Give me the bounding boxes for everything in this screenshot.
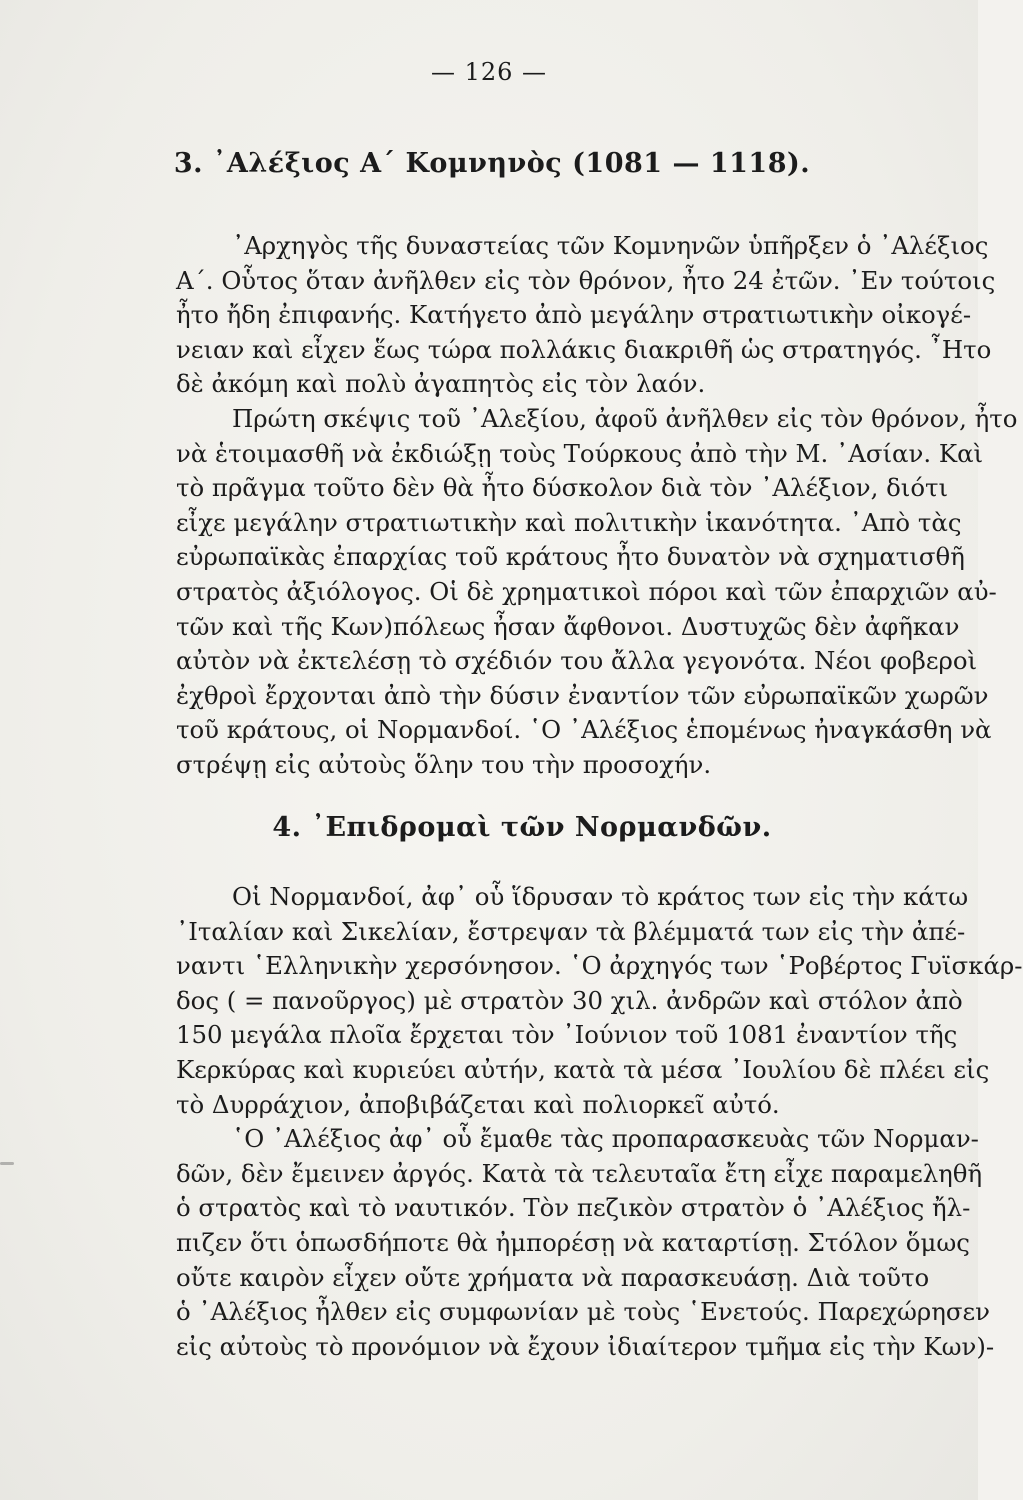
text-line: ὁ στρατὸς καὶ τὸ ναυτικόν. Τὸν πεζικὸν στρατὸν ὁ ᾿Αλέξιος ἤλ- <box>176 1193 971 1223</box>
text-line: εὐρωπαϊκὰς ἐπαρχίας τοῦ κράτους ἦτο δυνατὸν νὰ σχηματισθῆ <box>176 542 965 572</box>
text-line: ᾿Αρχηγὸς τῆς δυναστείας τῶν Κομνηνῶν ὑπῆρξεν ὁ ᾿Αλέξιος <box>232 231 989 260</box>
text-line: Οἱ Νορμανδοί, ἀφ᾿ οὗ ἵδρυσαν τὸ κράτος των εἰς τὴν κάτω <box>232 882 969 911</box>
text-line: ῾Ο ᾿Αλέξιος ἀφ᾿ οὗ ἔμαθε τὰς προπαρασκευὰς τῶν Νορμαν- <box>232 1124 979 1154</box>
text-line: εἶχε μεγάλην στρατιωτικὴν καὶ πολιτικὴν ἱκανότητα. ᾿Απὸ τὰς <box>176 507 962 537</box>
section-body-normans <box>176 880 1023 1364</box>
scan-speck <box>0 1162 14 1165</box>
section-heading-alexios: 3. ᾿Αλέξιος Α΄ Κομνηνὸς (1081 — 1118). <box>173 148 811 179</box>
section-body-alexios <box>176 229 1018 783</box>
text-line: στρατὸς ἀξιόλογος. Οἱ δὲ χρηματικοὶ πόροι καὶ τῶν ἐπαρχιῶν αὐ- <box>176 576 997 606</box>
section-heading-normans: 4. ᾿Επιδρομαὶ τῶν Νορμανδῶν. <box>272 812 772 843</box>
text-line: νὰ ἑτοιμασθῆ νὰ ἐκδιώξῃ τοὺς Τούρκους ἀπὸ τὴν Μ. ᾿Ασίαν. Καὶ <box>176 438 984 468</box>
text-line: ναντι ῾Ελληνικὴν χερσόνησον. ῾Ο ἀρχηγός των ῾Ροβέρτος Γυϊσκάρ- <box>176 951 1023 981</box>
text-line: δος ( = πανοῦργος) μὲ στρατὸν 30 χιλ. ἀνδρῶν καὶ στόλον ἀπὸ <box>176 985 963 1015</box>
text-line: πιζεν ὅτι ὁπωσδήποτε θὰ ἠμπορέσῃ νὰ καταρτίσῃ. Στόλον ὅμως <box>176 1227 970 1257</box>
text-line: τὸ πρᾶγμα τοῦτο δὲν θὰ ἦτο δύσκολον διὰ τὸν ᾿Αλέξιον, διότι <box>176 473 949 503</box>
text-line: Α΄. Οὗτος ὅταν ἀνῆλθεν εἰς τὸν θρόνον, ἦτο 24 ἐτῶν. ᾿Εν τούτοις <box>176 265 996 295</box>
text-line: εἰς αὐτοὺς τὸ προνόμιον νὰ ἔχουν ἰδιαίτερον τμῆμα εἰς τὴν Κων)- <box>176 1331 995 1361</box>
text-line: οὔτε καιρὸν εἶχεν οὔτε χρήματα νὰ παρασκευάσῃ. Διὰ τοῦτο <box>176 1262 930 1292</box>
text-line: τῶν καὶ τῆς Κων)πόλεως ἦσαν ἄφθονοι. Δυστυχῶς δὲν ἀφῆκαν <box>176 611 960 641</box>
text-line: ὁ ᾿Αλέξιος ἦλθεν εἰς συμφωνίαν μὲ τοὺς ῾Ενετούς. Παρεχώρησεν <box>176 1297 990 1327</box>
text-line: τοῦ κράτους, οἱ Νορμανδοί. ῾Ο ᾿Αλέξιος ἑπομένως ἠναγκάσθη νὰ <box>176 715 992 745</box>
text-line: δὲ ἀκόμη καὶ πολὺ ἀγαπητὸς εἰς τὸν λαόν. <box>176 369 706 399</box>
text-line: στρέψῃ εἰς αὐτοὺς ὅλην του τὴν προσοχήν. <box>176 749 712 779</box>
text-line: Πρώτη σκέψις τοῦ ᾿Αλεξίου, ἀφοῦ ἀνῆλθεν εἰς τὸν θρόνον, ἦτο <box>232 403 1018 433</box>
page-number: — 126 — <box>430 58 548 86</box>
text-line: τὸ Δυρράχιον, ἀποβιβάζεται καὶ πολιορκεῖ αὐτό. <box>176 1089 780 1119</box>
text-line: Κερκύρας καὶ κυριεύει αὐτήν, κατὰ τὰ μέσα ᾿Ιουλίου δὲ πλέει εἰς <box>176 1054 990 1084</box>
text-line: αὐτὸν νὰ ἐκτελέσῃ τὸ σχέδιόν του ἄλλα γεγονότα. Νέοι φοβεροὶ <box>176 646 978 676</box>
text-line: νειαν καὶ εἶχεν ἕως τώρα πολλάκις διακριθῆ ὡς στρατηγός. ῏Ητο <box>176 334 992 364</box>
text-line: ἦτο ἤδη ἐπιφανής. Κατήγετο ἀπὸ μεγάλην στρατιωτικὴν οἰκογέ- <box>176 300 972 330</box>
text-line: ᾿Ιταλίαν καὶ Σικελίαν, ἔστρεψαν τὰ βλέμματά των εἰς τὴν ἀπέ- <box>176 916 966 946</box>
text-line: 150 μεγάλα πλοῖα ἔρχεται τὸν ᾿Ιούνιον τοῦ 1081 ἐναντίον τῆς <box>176 1020 958 1050</box>
text-line: ἐχθροὶ ἔρχονται ἀπὸ τὴν δύσιν ἐναντίον τῶν εὐρωπαϊκῶν χωρῶν <box>176 680 989 710</box>
text-line: δῶν, δὲν ἔμεινεν ἀργός. Κατὰ τὰ τελευταῖα ἔτη εἶχε παραμεληθῆ <box>176 1158 983 1188</box>
